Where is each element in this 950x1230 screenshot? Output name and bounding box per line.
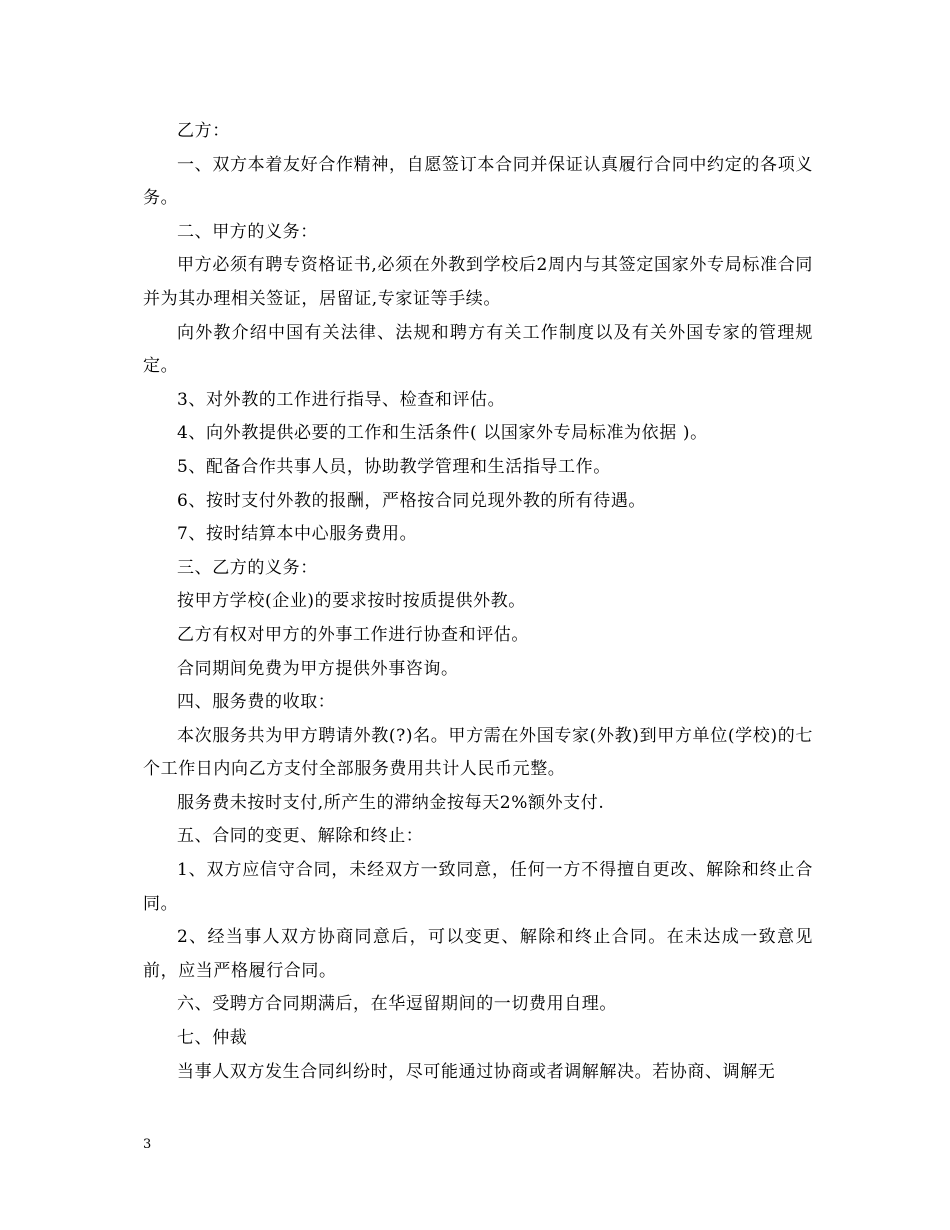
section-heading: 二、甲方的义务：	[177, 221, 318, 242]
list-item: 4、向外教提供必要的工作和生活条件( 以国家外专局标准为依据 )。	[177, 423, 708, 444]
list-item: 1、双方应信守合同，未经双方一致同意，任何一方不得擅自更改、解除和终止合同。	[143, 860, 813, 914]
section-heading: 三、乙方的义务：	[177, 557, 318, 578]
paragraph: 一、双方本着友好合作精神，自愿签订本合同并保证认真履行合同中约定的各项义务。	[143, 154, 813, 209]
paragraph: 向外教介绍中国有关法律、法规和聘方有关工作制度以及有关外国专家的管理规定。	[143, 322, 813, 377]
paragraph: 按甲方学校(企业)的要求按时按质提供外教。	[177, 591, 526, 612]
paragraph: 甲方必须有聘专资格证书,必须在外教到学校后2周内与其签定国家外专局标准合同并为其办理相关签证，居留证,专家证等手续。	[143, 255, 813, 309]
list-item: 3、对外教的工作进行指导、检查和评估。	[177, 389, 506, 410]
paragraph: 乙方有权对甲方的外事工作进行协查和评估。	[177, 624, 529, 645]
paragraph: 本次服务共为甲方聘请外教(?)名。甲方需在外国专家(外教)到甲方单位(学校)的七个工作日内向乙方支付全部服务费用共计人民币元整。	[143, 725, 813, 780]
paragraph: 合同期间免费为甲方提供外事咨询。	[177, 658, 459, 679]
section-heading: 五、合同的变更、解除和终止：	[177, 826, 424, 847]
list-item: 5、配备合作共事人员，协助教学管理和生活指导工作。	[177, 456, 611, 477]
section-heading: 七、仲裁	[177, 1028, 248, 1049]
paragraph: 当事人双方发生合同纠纷时，尽可能通过协商或者调解解决。若协商、调解无	[177, 1061, 776, 1082]
section-heading: 六、受聘方合同期满后，在华逗留期间的一切费用自理。	[177, 994, 617, 1015]
paragraph: 服务费未按时支付,所产生的滞纳金按每天2%额外支付.	[177, 792, 605, 813]
page-number: 3	[143, 1137, 152, 1152]
list-item: 6、按时支付外教的报酬，严格按合同兑现外教的所有待遇。	[177, 490, 647, 511]
document-body	[143, 115, 813, 1089]
list-item: 2、经当事人双方协商同意后，可以变更、解除和终止合同。在未达成一致意见前，应当严格履行合同。	[143, 927, 813, 981]
paragraph: 乙方：	[177, 121, 230, 141]
list-item: 7、按时结算本中心服务费用。	[177, 524, 418, 545]
section-heading: 四、服务费的收取：	[177, 692, 336, 713]
